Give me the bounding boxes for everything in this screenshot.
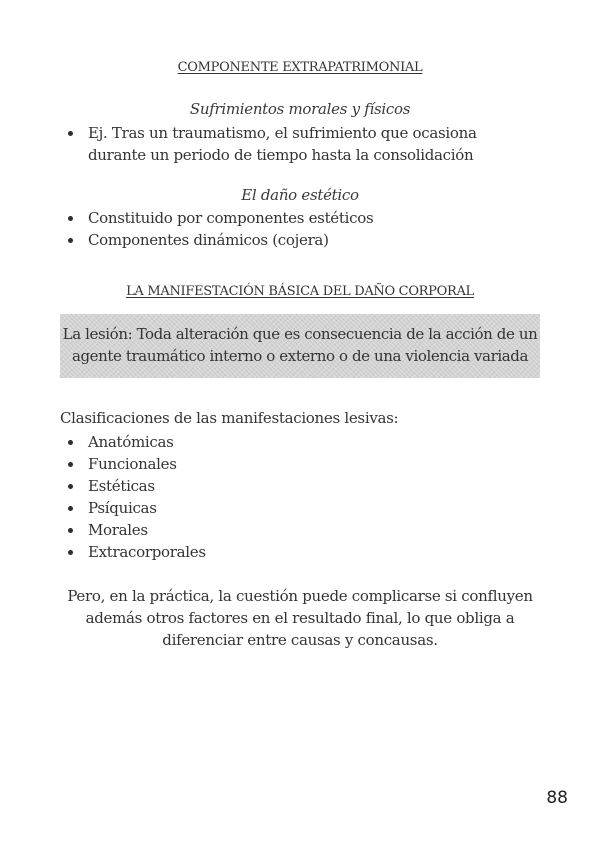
list-item: Constituido por componentes estéticos <box>64 207 534 229</box>
list-item: Anatómicas <box>64 431 534 453</box>
list-item: Componentes dinámicos (cojera) <box>64 229 534 251</box>
subheading-sufrimientos: Sufrimientos morales y físicos <box>189 100 411 118</box>
page-number: 88 <box>546 788 568 808</box>
list-item: Funcionales <box>64 453 534 475</box>
dano-estetico-list <box>64 207 534 251</box>
classification-list <box>64 431 534 563</box>
definition-highlight-box: La lesión: Toda alteración que es consecuencia de la acción de un agente traumático interno o externo o de una violencia variada <box>60 314 540 378</box>
subheading-dano-estetico: El daño estético <box>241 186 359 204</box>
list-item: Psíquicas <box>64 497 534 519</box>
section-heading-manifestacion: LA MANIFESTACIÓN BÁSICA DEL DAÑO CORPORAL <box>126 284 474 299</box>
sufrimientos-list <box>64 122 534 166</box>
closing-paragraph: Pero, en la práctica, la cuestión puede complicarse si confluyen además otros factores en el resultado final, lo que obliga a diferenciar entre causas y concausas. <box>67 587 533 649</box>
list-item: Extracorporales <box>64 541 534 563</box>
list-item: Ej. Tras un traumatismo, el sufrimiento que ocasiona durante un periodo de tiempo hasta la consolidación <box>64 122 534 166</box>
list-item: Estéticas <box>64 475 534 497</box>
section-heading-extrapatrimonial: COMPONENTE EXTRAPATRIMONIAL <box>177 60 423 75</box>
list-item: Morales <box>64 519 534 541</box>
classification-intro: Clasificaciones de las manifestaciones lesivas: <box>60 409 399 427</box>
